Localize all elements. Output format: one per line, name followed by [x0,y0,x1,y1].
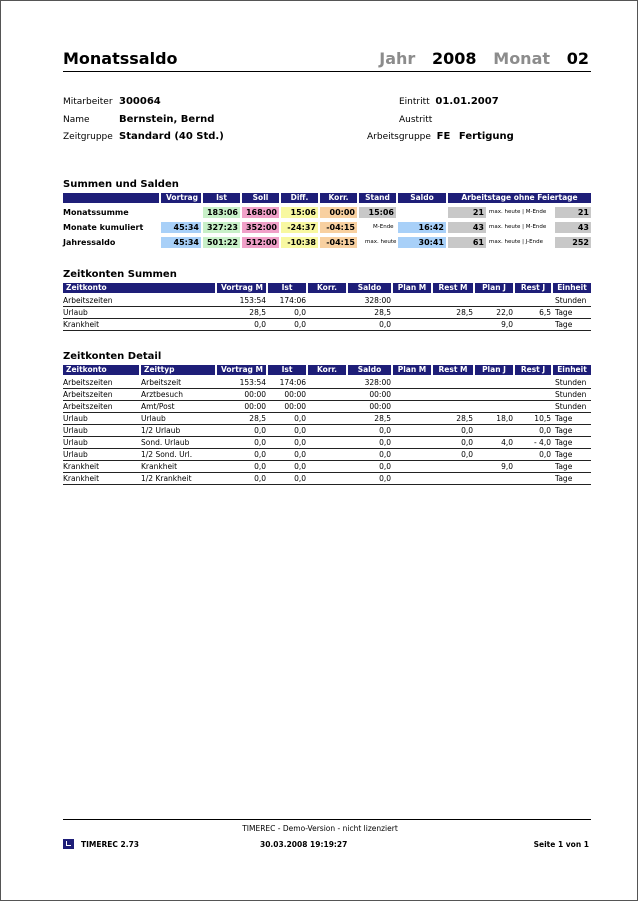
table-cell: 153:54 [239,296,266,305]
ist-value: 501:22 [203,237,240,248]
table-cell [475,425,513,436]
table-cell: 22,0 [496,308,513,317]
arbeitstage-value: 61 [448,237,486,248]
col-saldo: Saldo [348,365,391,375]
table-cell: Krankheit [63,320,100,329]
table-row [63,389,591,401]
row-label: Jahressaldo [63,238,116,247]
col-korr: Korr. [308,283,346,293]
table-cell [308,437,346,448]
table-cell [433,401,473,412]
month-value: 02 [566,49,589,68]
summen-row [63,207,591,219]
table-row [63,425,591,437]
table-cell: 1/2 Krankheit [141,474,192,483]
table-cell: Arztbesuch [141,390,184,399]
col-plan-m: Plan M [393,365,431,375]
table-cell: Krankheit [63,462,100,471]
col-zeitkonto: Zeitkonto [63,365,139,375]
table-cell: Tage [555,426,573,435]
table-cell [433,389,473,400]
konten-header [63,283,591,293]
report-period [379,49,589,68]
report-title: Monatssaldo [63,49,178,68]
table-cell: 0,0 [254,320,266,329]
table-cell: 00:00 [284,390,306,399]
table-cell: Tage [555,414,573,423]
table-cell: 0,0 [294,320,306,329]
table-cell: 0,0 [539,450,551,459]
arbeitstage-total: 43 [555,222,591,233]
table-cell: Stunden [555,296,587,305]
table-cell [433,295,473,306]
table-cell [308,413,346,424]
soll-value: 352:00 [242,222,279,233]
arbeitstage-total: 21 [555,207,591,218]
table-cell [308,377,346,388]
section-title-konten: Zeitkonten Summen [63,269,177,280]
table-cell [393,413,431,424]
table-cell [475,295,513,306]
table-cell: 0,0 [254,474,266,483]
col-rest-j: Rest J [515,365,551,375]
table-cell [515,473,551,484]
table-cell: 0,0 [294,462,306,471]
table-cell [393,437,431,448]
year-label: Jahr [379,49,416,68]
stand-note: max. heute [365,239,397,245]
table-cell [308,473,346,484]
table-row [63,401,591,413]
table-cell: Tage [555,450,573,459]
soll-value: 168:00 [242,207,279,218]
arbeitstage-note: max. heute | M-Ende [489,224,547,230]
col-plan-m: Plan M [393,283,431,293]
arbeitstage-value: 21 [448,207,486,218]
stand-note: M-Ende [373,224,394,230]
col-soll: Soll [242,193,279,203]
app-version: TIMEREC 2.73 [81,840,140,849]
detail-header [63,365,591,375]
summen-header [63,193,591,203]
table-cell: 28,5 [456,308,473,317]
table-cell: 00:00 [369,402,391,411]
table-cell [308,461,346,472]
page-number: Seite 1 von 1 [533,840,589,849]
employee-entry: Eintritt 01.01.2007 [399,96,499,107]
table-cell: 0,0 [294,308,306,317]
table-cell: Arbeitszeiten [63,378,113,387]
table-cell [475,449,513,460]
col-saldo: Saldo [398,193,446,203]
table-cell: 9,0 [501,462,513,471]
table-cell [433,461,473,472]
table-cell: Krankheit [141,462,178,471]
table-cell [515,401,551,412]
vortrag-value: 45:34 [161,222,201,233]
table-cell [475,377,513,388]
stand-value: 15:06 [359,207,396,218]
col-zeitkonto: Zeitkonto [63,283,215,293]
table-cell: 00:00 [244,390,266,399]
table-cell: 28,5 [374,414,391,423]
table-cell: Stunden [555,390,587,399]
table-cell: Tage [555,438,573,447]
table-cell: Urlaub [141,414,166,423]
table-cell [433,473,473,484]
footer-divider [63,819,591,820]
table-cell: 6,5 [539,308,551,317]
table-row [63,461,591,473]
table-cell: 28,5 [249,308,266,317]
col-saldo: Saldo [348,283,391,293]
col-vortrag-m: Vortrag M [217,283,266,293]
table-cell: 00:00 [284,402,306,411]
arbeitstage-note: max. heute | M-Ende [489,209,547,215]
table-cell [393,295,431,306]
table-cell: 328:00 [364,378,391,387]
demo-notice: TIMEREC - Demo-Version - nicht lizenziert [242,824,398,833]
table-cell: 28,5 [374,308,391,317]
summen-row [63,237,591,249]
table-cell [433,319,473,330]
table-cell: Stunden [555,378,587,387]
table-cell [393,473,431,484]
table-cell: 28,5 [456,414,473,423]
table-cell: Arbeitszeiten [63,390,113,399]
korr-value: -04:15 [320,237,357,248]
table-cell [515,295,551,306]
table-cell: 0,0 [379,474,391,483]
table-cell: 00:00 [369,390,391,399]
col-stand: Stand [359,193,396,203]
col-plan-j: Plan J [475,283,513,293]
table-cell: Stunden [555,402,587,411]
arbeitstage-total: 252 [555,237,591,248]
vortrag-value: 45:34 [161,237,201,248]
table-cell [393,449,431,460]
col-rest-m: Rest M [433,283,473,293]
table-cell: Tage [555,474,573,483]
row-label: Monate kumuliert [63,223,144,232]
table-cell: 0,0 [254,462,266,471]
table-cell: 328:00 [364,296,391,305]
table-cell: 0,0 [379,450,391,459]
employee-name: Name Bernstein, Bernd [63,114,215,125]
table-row [63,319,591,331]
korr-value: 00:00 [320,207,357,218]
table-cell: 0,0 [461,450,473,459]
col-korr: Korr. [320,193,357,203]
table-row [63,473,591,485]
col-vortrag-m: Vortrag M [217,365,266,375]
table-cell: Urlaub [63,450,88,459]
table-cell [393,401,431,412]
row-label: Monatssumme [63,208,129,217]
table-cell: 1/2 Sond. Url. [141,450,193,459]
section-title-detail: Zeitkonten Detail [63,351,162,362]
timerec-logo-icon [63,839,74,849]
table-cell: 0,0 [379,438,391,447]
col-ist: Ist [268,283,306,293]
saldo-value: 16:42 [398,222,446,233]
table-cell [475,473,513,484]
table-row [63,413,591,425]
col-zeittyp: Zeittyp [141,365,215,375]
table-cell: Arbeitszeit [141,378,182,387]
col-ist: Ist [268,365,306,375]
table-row [63,449,591,461]
table-cell [515,461,551,472]
table-cell [515,319,551,330]
table-cell: 174:06 [279,296,306,305]
col-ist: Ist [203,193,240,203]
table-cell [308,449,346,460]
table-cell [308,425,346,436]
table-cell: 0,0 [254,450,266,459]
table-cell [393,461,431,472]
table-cell: 0,0 [379,426,391,435]
col-plan-j: Plan J [475,365,513,375]
col-diff: Diff. [281,193,318,203]
table-cell: 153:54 [239,378,266,387]
table-cell: 174:06 [279,378,306,387]
title-divider [63,71,591,72]
table-cell: 18,0 [496,414,513,423]
table-cell: 0,0 [294,450,306,459]
table-cell: Tage [555,308,573,317]
table-cell [433,377,473,388]
table-cell: Tage [555,320,573,329]
year-value: 2008 [432,49,477,68]
ist-value: 183:06 [203,207,240,218]
table-cell [308,401,346,412]
table-cell: - 4,0 [533,438,551,447]
col-rest-m: Rest M [433,365,473,375]
soll-value: 512:00 [242,237,279,248]
table-cell [393,377,431,388]
table-cell: Urlaub [63,426,88,435]
table-cell: Arbeitszeiten [63,402,113,411]
table-cell [308,295,346,306]
summen-row [63,222,591,234]
col-einheit: Einheit [553,283,591,293]
table-cell [393,319,431,330]
table-cell: Urlaub [63,308,88,317]
table-cell: 0,0 [254,426,266,435]
table-cell: 0,0 [294,438,306,447]
table-cell [515,389,551,400]
arbeitstage-note: max. heute | J-Ende [489,239,543,245]
table-cell: Urlaub [63,438,88,447]
table-cell: 9,0 [501,320,513,329]
table-cell: Arbeitszeiten [63,296,113,305]
table-cell: Krankheit [63,474,100,483]
table-row [63,377,591,389]
table-cell: 0,0 [461,426,473,435]
table-row [63,307,591,319]
table-cell: 0,0 [254,438,266,447]
table-cell: 28,5 [249,414,266,423]
table-cell: Amt/Post [141,402,175,411]
section-title-summen: Summen und Salden [63,179,179,190]
col-rest-j: Rest J [515,283,551,293]
table-cell [393,425,431,436]
col-korr: Korr. [308,365,346,375]
table-cell [475,389,513,400]
employee-timegroup: Zeitgruppe Standard (40 Std.) [63,131,224,142]
table-cell: Urlaub [63,414,88,423]
table-cell [393,307,431,318]
table-cell: 0,0 [379,462,391,471]
month-label: Monat [493,49,551,68]
arbeitstage-value: 43 [448,222,486,233]
col-einheit: Einheit [553,365,591,375]
ist-value: 327:23 [203,222,240,233]
table-cell [475,401,513,412]
table-cell: 0,0 [379,320,391,329]
table-cell: 0,0 [294,426,306,435]
table-cell [308,307,346,318]
employee-nr: Mitarbeiter 300064 [63,96,161,107]
employee-exit: Austritt [399,115,433,125]
table-cell [393,389,431,400]
saldo-value: 30:41 [398,237,446,248]
diff-value: -10:38 [281,237,318,248]
employee-workgroup: Arbeitsgruppe FE Fertigung [367,131,514,142]
col-arbeitstage: Arbeitstage ohne Feiertage [448,193,591,203]
table-cell: 1/2 Urlaub [141,426,181,435]
table-cell: 4,0 [501,438,513,447]
table-cell: Tage [555,462,573,471]
table-row [63,295,591,307]
diff-value: -24:37 [281,222,318,233]
table-cell [515,377,551,388]
col-vortrag: Vortrag [161,193,201,203]
print-timestamp: 30.03.2008 19:19:27 [260,840,348,849]
table-cell: 0,0 [294,414,306,423]
table-cell [308,319,346,330]
table-cell: 10,5 [534,414,551,423]
table-cell: 00:00 [244,402,266,411]
table-cell: 0,0 [294,474,306,483]
korr-value: -04:15 [320,222,357,233]
table-cell [308,389,346,400]
table-row [63,437,591,449]
table-cell: 0,0 [461,438,473,447]
table-cell: 0,0 [539,426,551,435]
table-cell: Sond. Urlaub [141,438,190,447]
diff-value: 15:06 [281,207,318,218]
